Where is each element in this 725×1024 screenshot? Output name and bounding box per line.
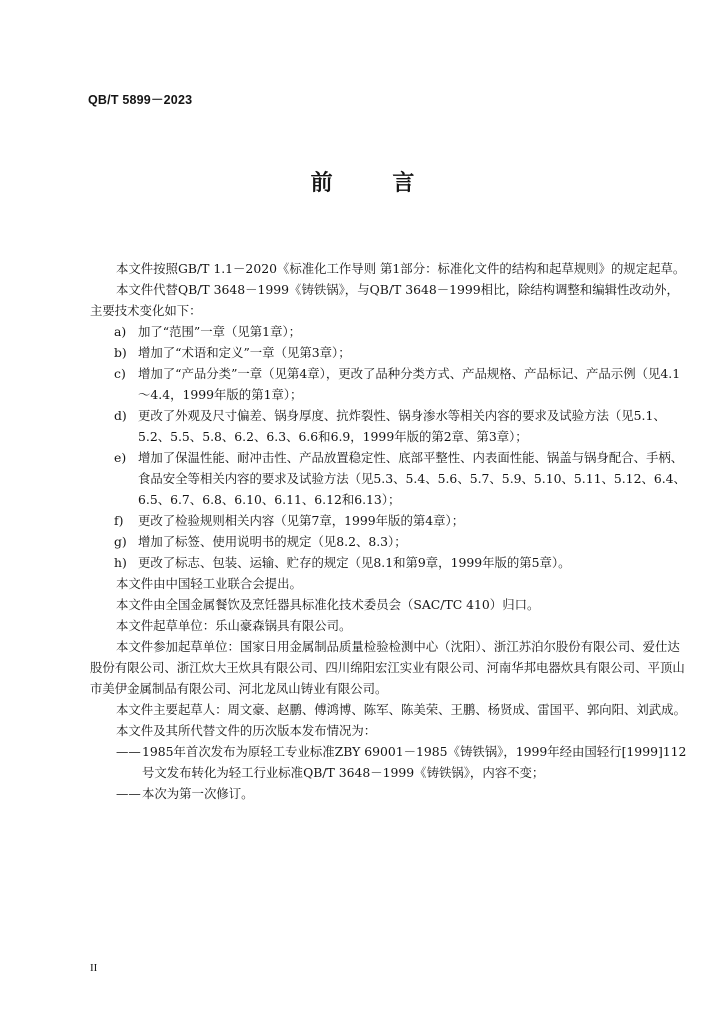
list-marker: c) [114,366,126,381]
list-item [90,510,690,531]
list-marker: g) [114,534,127,549]
list-marker: b) [114,345,127,360]
list-marker: a) [114,324,127,339]
foreword-body [90,258,690,804]
list-item-text: 增加了“产品分类”一章（见第4章），更改了品种分类方式、产品规格、产品标记、产品示例（见4.1～4.4，1999年版的第1章）； [138,366,681,402]
list-item [90,741,690,783]
version-history-list [90,741,690,804]
list-item [90,405,690,447]
list-item-text: 更改了外观及尺寸偏差、锅身厚度、抗炸裂性、锅身渗水等相关内容的要求及试验方法（见5.1、5.2、5.5、5.8、6.2、6.3、6.6和6.9，1999年版的第2章、第3章）； [138,408,666,444]
page-number: II [90,962,98,974]
document-code: QB/T 5899－2023 [88,93,193,107]
drafting-basis-paragraph: 本文件按照GB/T 1.1－2020《标准化工作导则 第1部分：标准化文件的结构和起草规则》的规定起草。 [116,261,686,276]
participating-units: 本文件参加起草单位：国家日用金属制品质量检验检测中心（沈阳）、浙江苏泊尔股份有限公司、爱仕达股份有限公司、浙江炊大王炊具有限公司、四川绵阳宏江实业有限公司、河南华邦电器炊具有限公司、平顶山市美伊金属制品有限公司、河北龙凤山铸业有限公司。 [90,639,685,696]
list-item [90,363,690,405]
list-item-text: 1985年首次发布为原轻工专业标准ZBY 69001－1985《铸铁锅》，1999年经由国轻行[1999]112号文发布转化为轻工行业标准QB/T 3648－1999《铸铁锅》，内容不变； [142,744,687,780]
replacement-paragraph: 本文件代替QB/T 3648－1999《铸铁锅》，与QB/T 3648－1999相比，除结构调整和编辑性改动外，主要技术变化如下： [90,282,679,318]
list-marker: h) [114,555,127,570]
list-marker: —— [116,744,141,759]
list-item-text: 增加了保温性能、耐冲击性、产品放置稳定性、底部平整性、内表面性能、锅盖与锅身配合、手柄、食品安全等相关内容的要求及试验方法（见5.3、5.4、5.6、5.7、5.9、5.10、5.11、5.12、6.4、6.5、6.7、6.8、6.10、6.11、6.12和6.13）； [138,450,686,507]
list-item [90,342,690,363]
centralized-by: 本文件由全国金属餐饮及烹饪器具标准化技术委员会（SAC/TC 410）归口。 [116,597,540,612]
list-item [90,321,690,342]
proposed-by: 本文件由中国轻工业联合会提出。 [116,576,302,591]
page-title: 前 言 [310,171,441,196]
history-intro: 本文件及其所代替文件的历次版本发布情况为： [116,723,377,738]
list-item-text: 更改了标志、包装、运输、贮存的规定（见8.1和第9章，1999年版的第5章）。 [138,555,571,570]
list-marker: d) [114,408,127,423]
list-item [90,447,690,510]
list-item [90,531,690,552]
main-drafters: 本文件主要起草人：周文豪、赵鹏、傅鸿博、陈军、陈美荣、王鹏、杨贤成、雷国平、郭向阳、刘武成。 [116,702,686,717]
drafting-unit: 本文件起草单位：乐山豪森锅具有限公司。 [116,618,352,633]
list-item [90,783,690,804]
list-marker: f) [114,513,124,528]
list-item-text: 本次为第一次修订。 [142,786,254,801]
list-item [90,552,690,573]
list-item-text: 更改了检验规则相关内容（见第7章，1999年版的第4章）； [138,513,465,528]
list-marker: —— [116,786,141,801]
list-marker: e) [114,450,127,465]
technical-changes-list [90,321,690,573]
list-item-text: 增加了“术语和定义”一章（见第3章）； [138,345,351,360]
list-item-text: 加了“范围”一章（见第1章）； [138,324,302,339]
list-item-text: 增加了标签、使用说明书的规定（见8.2、8.3）； [138,534,407,549]
